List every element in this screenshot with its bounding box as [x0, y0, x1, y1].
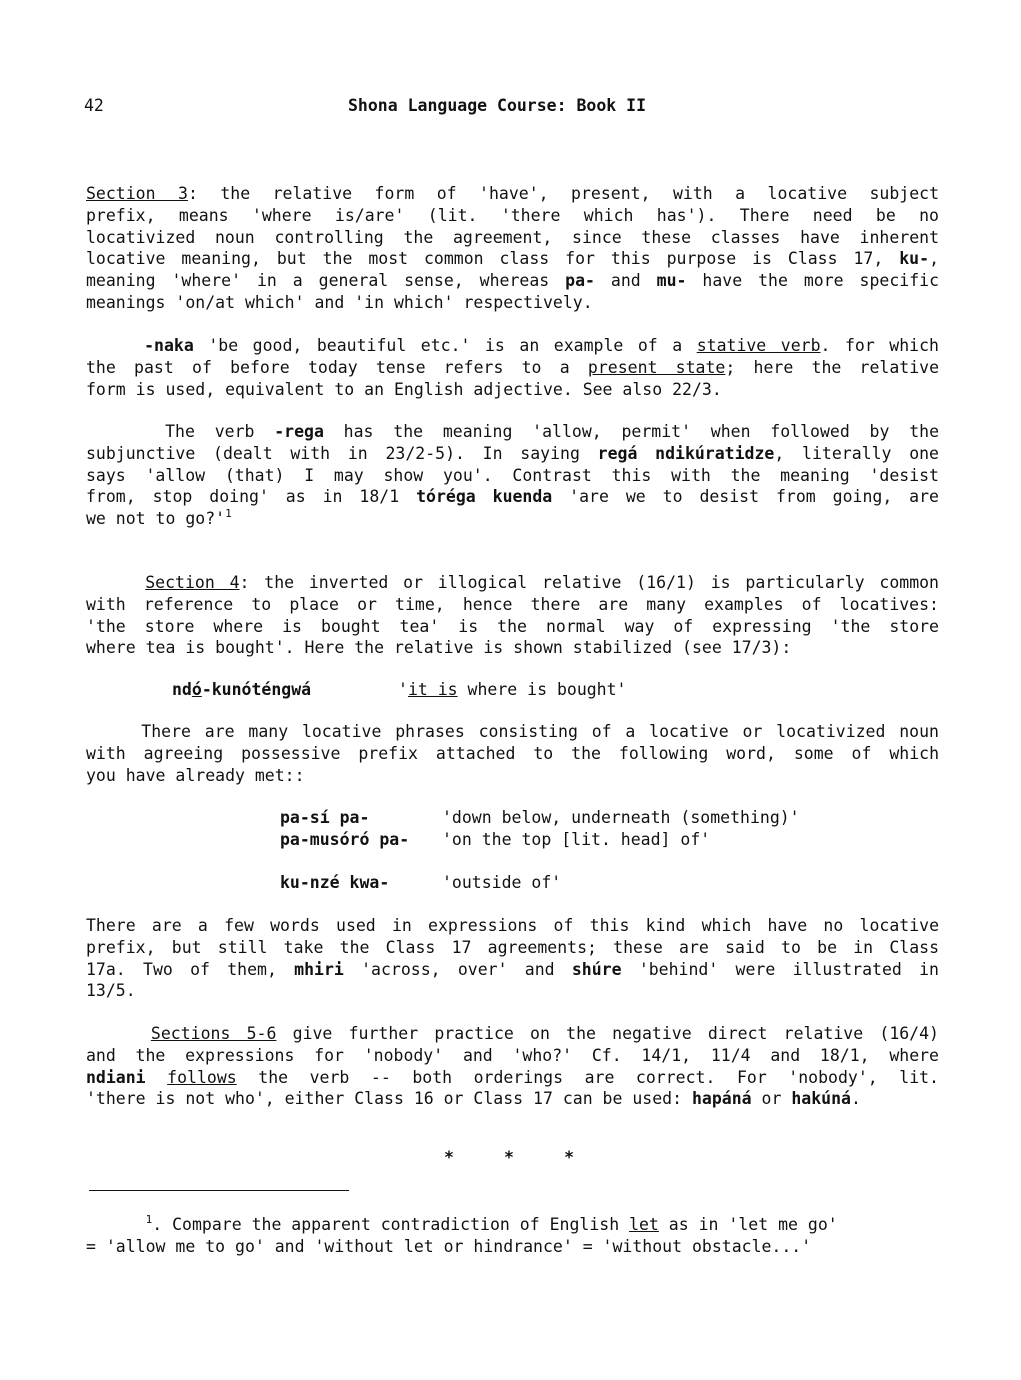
paragraph-naka: -naka 'be good, beautiful etc.' is an example of a stative verb. for which the past of before today tense refers to a present state; here the relative form is used, equivalent to an English adjective. See also 22/3.	[86, 336, 940, 399]
section-heading: Section 4	[145, 573, 240, 592]
example-term: ku-nzé kwa-	[280, 873, 390, 892]
footnote-divider	[89, 1190, 349, 1191]
example-term: pa-sí pa-	[280, 808, 370, 827]
running-title: Shona Language Course: Book II	[348, 96, 647, 115]
example-term: pa-musóró pa-	[280, 830, 410, 849]
paragraph-rega: The verb -rega has the meaning 'allow, permit' when followed by the subjunctive (dealt with in 23/2-5). In saying regá ndikúratidze, literally one says 'allow (that) I may show you'. Contrast this with the meaning 'desist from, stop doing' as in 18/1 tóréga kuenda 'are we to desist from going, are we not to $go?'^1$	[86, 422, 940, 529]
paragraph-locative-phrases: There are many locative phrases consisting of a locative or locativized noun with agreeing possessive prefix attached to the following word, some of which you have already met::	[86, 722, 939, 785]
section-heading: Section 3	[86, 184, 188, 203]
paragraph-sections-5-6: Sections 5-6 give further practice on the negative direct relative (16/4) and the expressions for 'nobody' and 'who?' Cf. 14/1, 11/4 and 18/1, where ndiani follows the verb -- both orderings are correct. For 'nobody', lit. 'there is not who', either Class 16 or Class 17 can be used: hapáná or hakúná.	[86, 1024, 939, 1109]
example-gloss: 'on the top [lit. head] of'	[442, 830, 711, 849]
section-heading: Sections 5-6	[150, 1024, 277, 1043]
footnote: $^1$. Compare the apparent contradiction of English let as in 'let me go' = 'allow me to go' and 'without let or hindrance' = 'without obstacle...'	[86, 1213, 838, 1256]
page-number: 42	[84, 96, 104, 115]
section-separator	[444, 1148, 574, 1167]
paragraph-section-3: Section 3: the relative form of 'have', present, with a locative subject prefix, means 'where is/are' (lit. 'there which has'). There need be no locativized noun controlling the agreement, since these classes have inherent locative meaning, but the most common class for this purpose is Class 17, ku-, meaning 'where' in a general sense, whereas pa- and mu- have the more specific meanings 'on/at which' and 'in which' respectively.	[86, 184, 940, 312]
paragraph-section-4: Section 4: the inverted or illogical relative (16/1) is particularly common with reference to place or time, hence there are many examples of locatives: 'the store where is bought tea' is the normal way of expressing 'the store where tea is bought'. Here the relative is shown stabilized (see 17/3):	[86, 573, 939, 658]
paragraph-class-17a: There are a few words used in expressions of this kind which have no locative prefix, but still take the Class 17 agreements; these are said to be in Class 17a. Two of them, mhiri 'across, over' and shúre 'behind' were illustrated in 13/5.	[86, 916, 939, 1001]
separator-star: *	[564, 1148, 574, 1167]
example-term: ndó-kunóténgwá	[172, 680, 312, 699]
example-gloss: 'it is where is bought'	[398, 680, 627, 699]
separator-star: *	[444, 1148, 454, 1167]
example-gloss: 'outside of'	[442, 873, 562, 892]
page-header	[86, 96, 946, 120]
footnote-marker: 1	[145, 1213, 153, 1226]
footnote-reference: 1	[225, 507, 232, 521]
example-gloss: 'down below, underneath (something)'	[442, 808, 800, 827]
separator-star: *	[504, 1148, 514, 1167]
